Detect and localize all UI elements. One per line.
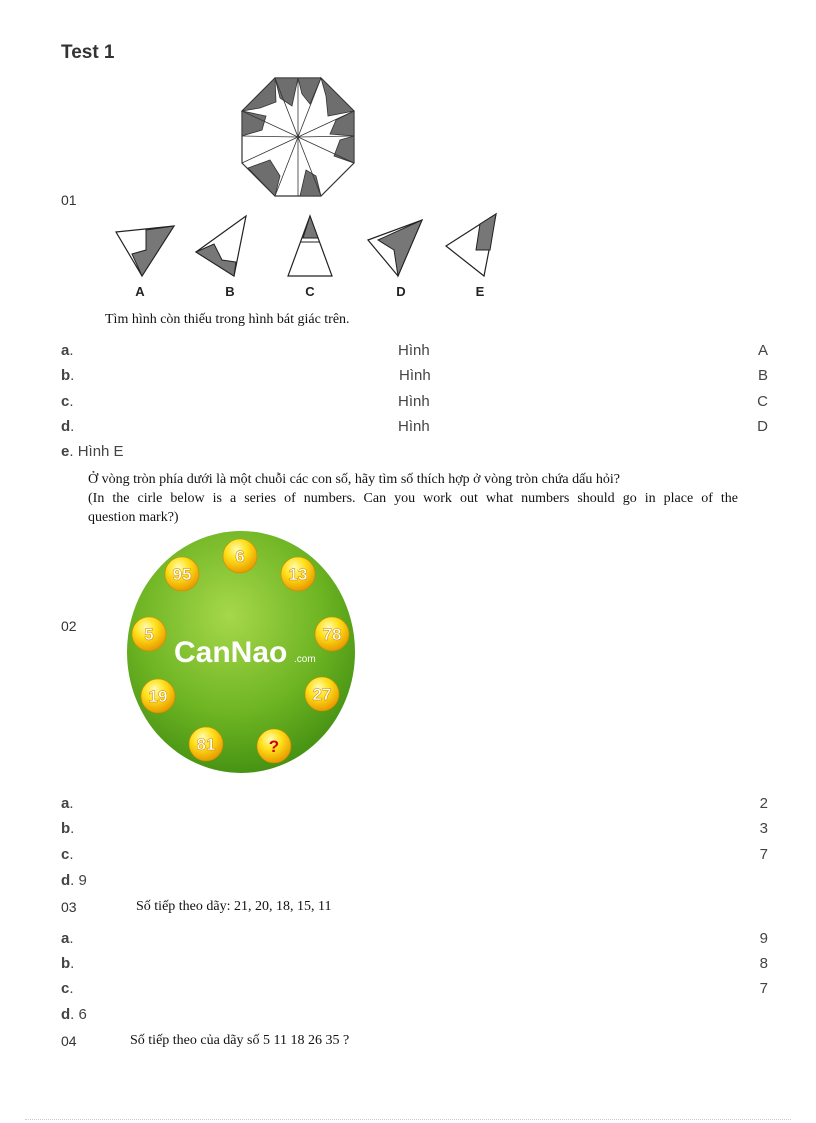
prompt-english-line2: question mark?) xyxy=(88,510,179,525)
answer-option[interactable]: a. 9 xyxy=(61,930,768,947)
label-c: C xyxy=(305,284,315,299)
option-text: 9 xyxy=(78,872,87,889)
option-letter: c xyxy=(61,980,70,997)
option-text: Hình xyxy=(399,367,431,384)
question-mark-ball-label: ? xyxy=(268,737,280,756)
answer-option[interactable]: a. 2 xyxy=(61,795,768,812)
answer-option[interactable]: e. Hình E xyxy=(61,443,124,460)
question-number: 03 xyxy=(61,899,77,915)
option-letter: c xyxy=(61,846,70,863)
label-a: A xyxy=(135,284,145,299)
option-text: Hình xyxy=(398,342,430,359)
option-text: Hình xyxy=(398,418,430,435)
option-value: C xyxy=(757,393,768,410)
option-letter: a xyxy=(61,795,70,812)
number-ball-label: 5 xyxy=(144,625,154,644)
number-ball-label: 27 xyxy=(312,685,332,704)
option-letter: b xyxy=(61,955,71,972)
label-d: D xyxy=(396,284,406,299)
prompt-vietnamese: Ở vòng tròn phía dưới là một chuỗi các con số, hãy tìm số thích hợp ở vòng tròn chứa dấu hỏi? xyxy=(88,472,620,487)
question-number: 04 xyxy=(61,1033,77,1049)
answer-option[interactable]: b. 8 xyxy=(61,955,768,972)
option-letter: d xyxy=(61,872,71,889)
answer-option[interactable]: c. 7 xyxy=(61,980,768,997)
answer-option[interactable]: c. 7 xyxy=(61,846,768,863)
option-letter: d xyxy=(61,418,71,435)
option-text: 6 xyxy=(78,1006,87,1023)
option-value: 7 xyxy=(759,846,768,863)
option-letter: c xyxy=(61,393,70,410)
option-value: 3 xyxy=(759,820,768,837)
number-ball-label: 81 xyxy=(196,735,216,754)
option-letter: e xyxy=(61,443,70,460)
answer-option[interactable]: b. 3 xyxy=(61,820,768,837)
figure-c xyxy=(288,216,332,276)
number-circle-puzzle xyxy=(124,530,360,776)
answer-option[interactable]: a. Hình A xyxy=(61,342,768,359)
number-ball-label: 78 xyxy=(322,625,342,644)
question-prompt xyxy=(88,470,738,527)
option-letter: b xyxy=(61,367,71,384)
page-bottom-border xyxy=(25,1119,791,1120)
label-b: B xyxy=(225,284,235,299)
figure-e xyxy=(446,214,496,276)
option-value: 2 xyxy=(759,795,768,812)
question-number: 02 xyxy=(61,618,77,634)
question-number: 01 xyxy=(61,192,77,208)
number-ball-label: 13 xyxy=(288,565,308,584)
question-prompt: Số tiếp theo của dãy số 5 11 18 26 35 ? xyxy=(130,1033,350,1048)
answer-option[interactable]: d. 6 xyxy=(61,1006,87,1023)
figure-d xyxy=(368,220,422,276)
prompt-english-line1: (In the cirle below is a series of numbers. Can you work out what numbers should go in place of the xyxy=(88,491,738,506)
logo-suffix: .com xyxy=(294,654,316,665)
question-prompt: Tìm hình còn thiếu trong hình bát giác trên. xyxy=(105,312,350,327)
logo-text: CanNao xyxy=(174,636,288,669)
option-letter: d xyxy=(61,1006,71,1023)
option-value: 9 xyxy=(759,930,768,947)
answer-figures xyxy=(110,210,510,302)
page-title: Test 1 xyxy=(61,42,115,63)
option-text: Hình E xyxy=(77,443,124,460)
option-value: B xyxy=(757,367,768,384)
option-letter: a xyxy=(61,342,70,359)
answer-option[interactable]: d. 9 xyxy=(61,872,87,889)
option-letter: a xyxy=(61,930,70,947)
option-value: A xyxy=(757,342,768,359)
option-value: 7 xyxy=(759,980,768,997)
octagon-puzzle-figure xyxy=(240,76,356,198)
figure-a xyxy=(116,226,174,276)
number-ball-label: 95 xyxy=(172,565,192,584)
label-e: E xyxy=(475,284,485,299)
number-ball-label: 19 xyxy=(148,687,168,706)
option-value: D xyxy=(757,418,768,435)
option-text: Hình xyxy=(398,393,430,410)
figure-b xyxy=(196,216,246,276)
option-letter: b xyxy=(61,820,71,837)
answer-option[interactable]: c. Hình C xyxy=(61,393,768,410)
answer-option[interactable]: b. Hình B xyxy=(61,367,768,384)
number-ball-label: 6 xyxy=(235,547,245,566)
answer-option[interactable]: d. Hình D xyxy=(61,418,768,435)
question-prompt: Số tiếp theo dãy: 21, 20, 18, 15, 11 xyxy=(136,899,332,914)
option-value: 8 xyxy=(759,955,768,972)
